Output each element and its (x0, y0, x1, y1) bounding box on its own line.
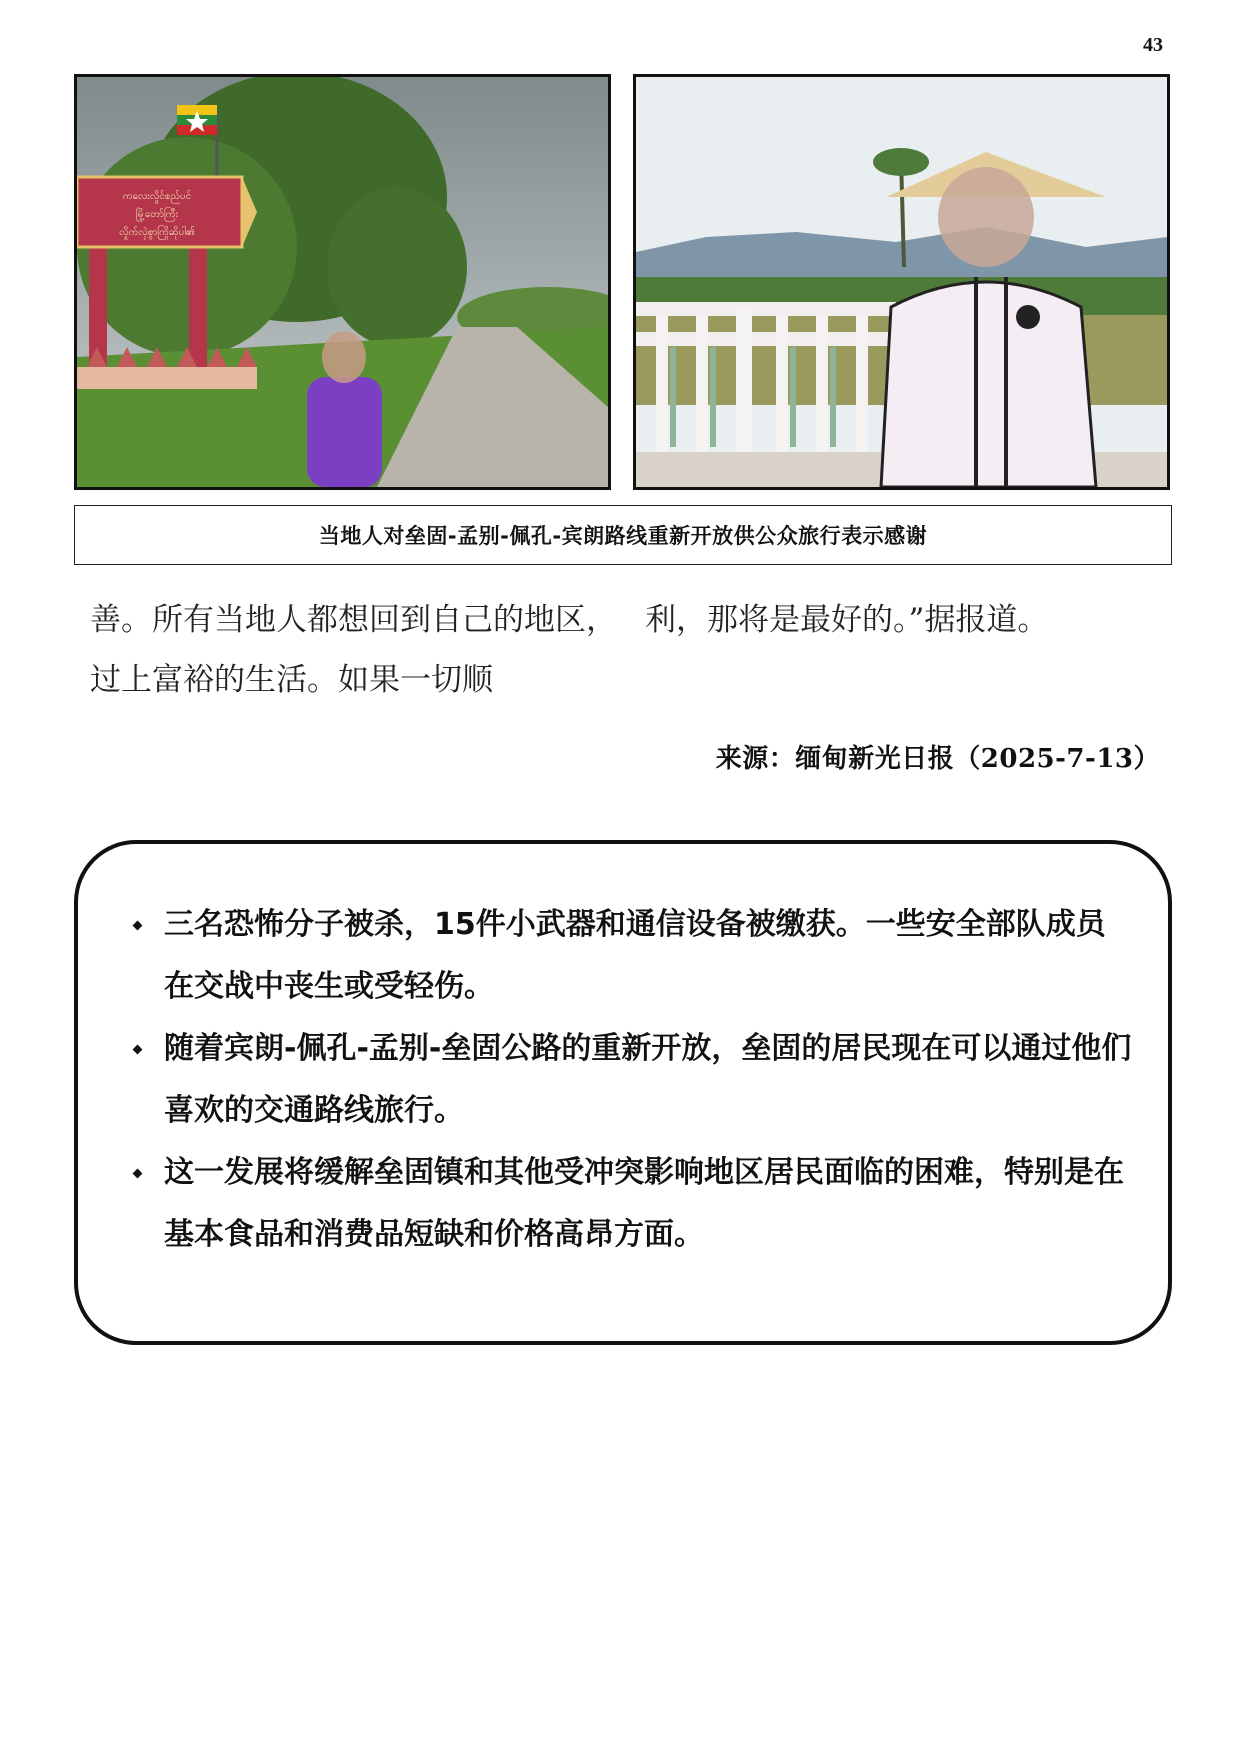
white-jacket (881, 282, 1096, 487)
diamond-bullet-icon (133, 921, 143, 931)
summary-bullet-text: 随着宾朗-佩孔-孟别-垒固公路的重新开放，垒固的居民现在可以通过他们喜欢的交通路线旅行。 (164, 1031, 1132, 1128)
summary-bullet (104, 1018, 1134, 1142)
article-text-left: 善。所有当地人都想回到自己的地区，过上富裕的生活。如果一切顺 (90, 602, 617, 698)
sign-text-line-2: မြို့တော်ကြီး (135, 209, 179, 220)
photo-roadside-sign (74, 74, 611, 490)
diamond-bullet-icon (133, 1045, 143, 1055)
sign-text-line-3: လှိုက်လှဲစွာကြိုဆိုပါ၏ (119, 227, 195, 238)
sign-text-line-1: ကလေးလှိုင်စည်ပင် (122, 191, 192, 202)
article-text-right: 利，那将是最好的。”据报道。 (645, 602, 1049, 638)
blurred-face (322, 331, 366, 383)
flower-brooch (1016, 305, 1040, 329)
summary-bullet (104, 894, 1134, 1018)
source-citation: 来源：缅甸新光日报（2025-7-13） (715, 744, 1160, 774)
photo-roadside-scene (77, 77, 608, 487)
person-purple-shirt (307, 377, 382, 487)
photo-bridge-scene (636, 77, 1167, 487)
page-number: 43 (1143, 34, 1163, 56)
photo-caption: 当地人对垒固-孟别-佩孔-宾朗路线重新开放供公众旅行表示感谢 (74, 505, 1172, 565)
summary-bullet-text: 三名恐怖分子被杀，15件小武器和通信设备被缴获。一些安全部队成员在交战中丧生或受轻伤。 (164, 907, 1106, 1004)
summary-bullet (104, 1142, 1134, 1266)
summary-bullet-text: 这一发展将缓解垒固镇和其他受冲突影响地区居民面临的困难，特别是在基本食品和消费品短缺和价格高昂方面。 (164, 1155, 1124, 1252)
photo-bridge-woman (633, 74, 1170, 490)
blurred-face (938, 167, 1034, 267)
diamond-bullet-icon (133, 1169, 143, 1179)
summary-box (74, 840, 1172, 1345)
